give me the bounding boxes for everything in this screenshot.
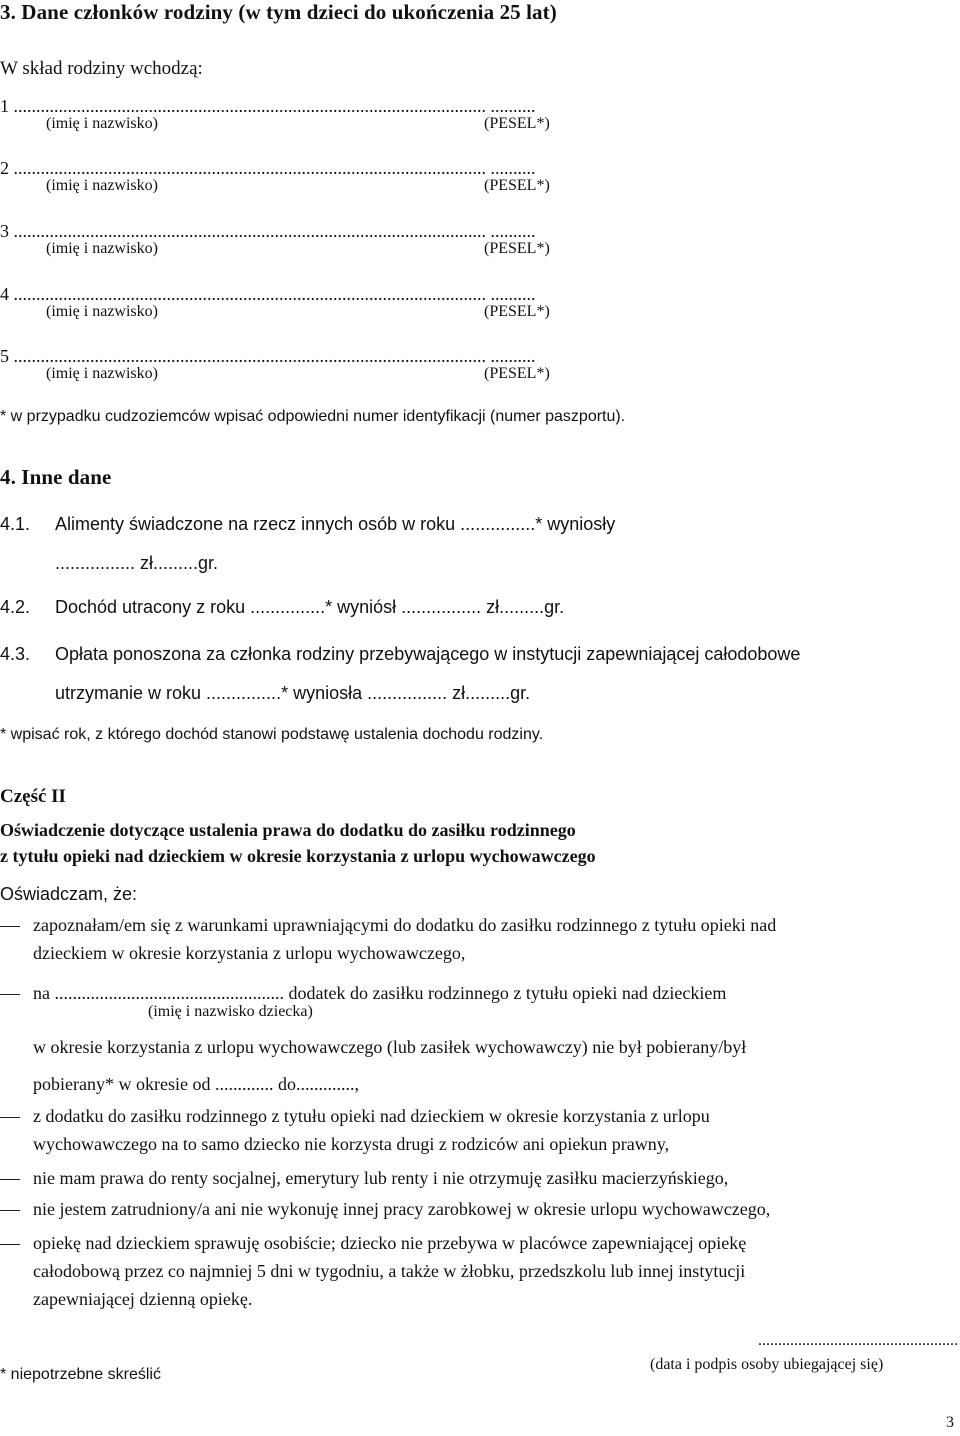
member-3-pesel-label: (PESEL*) — [484, 240, 550, 257]
section3-heading: 3. Dane członków rodziny (w tym dzieci do ukończenia 25 lat) — [0, 0, 557, 24]
member-5-pesel-label: (PESEL*) — [484, 365, 550, 382]
statement-title-line-2: z tytułu opieki nad dzieckiem w okresie korzystania z urlopu wychowawczego — [0, 846, 596, 866]
item-4-2-number: 4.2. — [0, 597, 31, 617]
declare-text: Oświadczam, że: — [0, 884, 138, 904]
bullet-1-line-1: zapoznałam/em się z warunkami uprawniającymi do dodatku do zasiłku rodzinnego z tytułu opieki nad — [33, 915, 777, 935]
bullet-6-line-2: całodobową przez co najmniej 5 dni w tygodniu, a także w żłobku, przedszkolu lub innej instytucji — [33, 1261, 746, 1281]
member-2-pesel-label: (PESEL*) — [484, 177, 550, 194]
member-1-name-label: (imię i nazwisko) — [46, 115, 158, 132]
section3-intro: W skład rodziny wchodzą: — [0, 58, 203, 79]
member-4-line[interactable]: 4 ......................................................................................................... .......... — [0, 284, 536, 304]
section4-footnote: * wpisać rok, z którego dochód stanowi podstawę ustalenia dochodu rodziny. — [0, 726, 544, 743]
member-4-pesel-label: (PESEL*) — [484, 303, 550, 320]
signature-caption: (data i podpis osoby ubiegającej się) — [650, 1356, 884, 1373]
bullet-dash-1 — [0, 926, 20, 927]
bullet-2-line-3[interactable]: pobierany* w okresie od ............. do............., — [33, 1074, 359, 1094]
bullet-2-line-2: w okresie korzystania z urlopu wychowawczego (lub zasiłek wychowawczy) nie był pobierany/był — [33, 1037, 747, 1057]
item-4-3-text: Opłata ponoszona za członka rodziny przebywającego w instytucji zapewniającej całodobowe — [55, 644, 801, 664]
bullet-2-line-1[interactable]: na ................................................... dodatek do zasiłku rodzinnego z tytułu opieki nad dzieckiem — [33, 983, 727, 1003]
bullet-6-line-3: zapewniającej dzienną opiekę. — [33, 1289, 253, 1309]
member-2-name-label: (imię i nazwisko) — [46, 177, 158, 194]
statement-title-line-1: Oświadczenie dotyczące ustalenia prawa do dodatku do zasiłku rodzinnego — [0, 820, 576, 840]
member-5-line[interactable]: 5 ......................................................................................................... .......... — [0, 346, 536, 366]
item-4-3-number: 4.3. — [0, 644, 31, 664]
bullet-dash-4 — [0, 1179, 20, 1180]
member-1-line[interactable]: 1 ......................................................................................................... .......... — [0, 96, 536, 116]
item-4-1-amount[interactable]: ................ zł.........gr. — [55, 553, 219, 573]
part2-title: Część II — [0, 786, 66, 807]
member-4-name-label: (imię i nazwisko) — [46, 303, 158, 320]
bullet-dash-5 — [0, 1210, 20, 1211]
item-4-2-text[interactable]: Dochód utracony z roku ...............* wyniósł ................ zł.........gr. — [55, 597, 565, 617]
bullet-6-line-1: opiekę nad dzieckiem sprawuję osobiście; dziecko nie przebywa w placówce zapewniającej opiekę — [33, 1233, 747, 1253]
item-4-1-number: 4.1. — [0, 514, 31, 534]
member-2-line[interactable]: 2 ......................................................................................................... .......... — [0, 158, 536, 178]
bullet-4-line-1: nie mam prawa do renty socjalnej, emerytury lub renty i nie otrzymuję zasiłku macierzyńskiego, — [33, 1168, 729, 1188]
bullet-5-line-1: nie jestem zatrudniony/a ani nie wykonuję innej pracy zarobkowej w okresie urlopu wychowawczego, — [33, 1199, 771, 1219]
signature-line[interactable]: .................................................. — [758, 1332, 958, 1349]
bullet-1-line-2: dzieckiem w okresie korzystania z urlopu wychowawczego, — [33, 943, 466, 963]
member-5-name-label: (imię i nazwisko) — [46, 365, 158, 382]
part2-footnote: * niepotrzebne skreślić — [0, 1366, 161, 1383]
child-name-caption: (imię i nazwisko dziecka) — [148, 1003, 313, 1020]
bullet-dash-3 — [0, 1117, 20, 1118]
member-1-pesel-label: (PESEL*) — [484, 115, 550, 132]
page-number: 3 — [946, 1414, 954, 1431]
section3-footnote: * w przypadku cudzoziemców wpisać odpowiedni numer identyfikacji (numer paszportu). — [0, 408, 626, 425]
member-3-line[interactable]: 3 ......................................................................................................... .......... — [0, 221, 536, 241]
bullet-dash-6 — [0, 1244, 20, 1245]
bullet-dash-2 — [0, 994, 20, 995]
bullet-3-line-2: wychowawczego na to samo dziecko nie korzysta drugi z rodziców ani opiekun prawny, — [33, 1134, 670, 1154]
section4-heading: 4. Inne dane — [0, 465, 112, 489]
bullet-3-line-1: z dodatku do zasiłku rodzinnego z tytułu opieki nad dzieckiem w okresie korzystania z urlopu — [33, 1106, 710, 1126]
member-3-name-label: (imię i nazwisko) — [46, 240, 158, 257]
item-4-3-continuation[interactable]: utrzymanie w roku ...............* wyniosła ................ zł.........gr. — [55, 683, 531, 703]
item-4-1-text[interactable]: Alimenty świadczone na rzecz innych osób w roku ...............* wyniosły — [55, 514, 616, 534]
